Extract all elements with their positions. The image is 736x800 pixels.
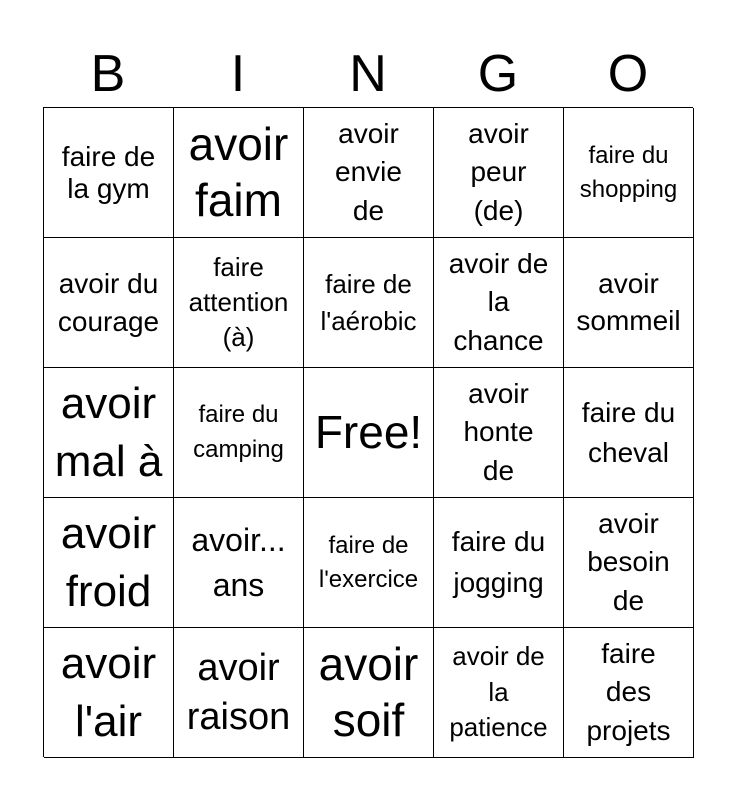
bingo-cell-r5-c4[interactable] <box>434 628 564 758</box>
cell-text: avoir de la chance <box>448 247 549 356</box>
bingo-cell-r4-c5[interactable] <box>564 498 694 628</box>
bingo-cell-r4-c1[interactable] <box>44 498 174 628</box>
bingo-cell-r2-c5[interactable] <box>564 238 694 368</box>
cell-text: avoir raison <box>186 646 291 738</box>
bingo-cell-r5-c1[interactable] <box>44 628 174 758</box>
cell-text: avoir mal à <box>54 379 163 486</box>
bingo-cell-r3-c5[interactable] <box>564 368 694 498</box>
bingo-cell-r3-c1[interactable] <box>44 368 174 498</box>
bingo-cell-r2-c3[interactable] <box>304 238 434 368</box>
cell-text: faire attention (à) <box>188 251 289 353</box>
bingo-cell-r4-c2[interactable] <box>174 498 304 628</box>
cell-text: faire des projets <box>586 637 671 746</box>
cell-text: avoir sommeil <box>576 268 681 336</box>
cell-text: faire de la gym <box>61 141 156 204</box>
bingo-cell-r2-c2[interactable] <box>174 238 304 368</box>
bingo-cell-r1-c3[interactable] <box>304 108 434 238</box>
bingo-cell-r1-c2[interactable] <box>174 108 304 238</box>
cell-text: avoir soif <box>318 638 419 746</box>
cell-text: avoir peur (de) <box>468 117 529 226</box>
bingo-cell-r5-c3[interactable] <box>304 628 434 758</box>
cell-text: faire du shopping <box>579 141 678 203</box>
bingo-cell-r4-c4[interactable] <box>434 498 564 628</box>
bingo-grid <box>43 107 693 757</box>
cell-text: avoir de la patience <box>449 641 548 743</box>
cell-text: avoir froid <box>60 509 157 616</box>
bingo-cell-r5-c5[interactable] <box>564 628 694 758</box>
header-letter-o: O <box>607 45 649 103</box>
header-letter-g: G <box>477 45 519 103</box>
cell-text: avoir l'air <box>60 639 157 746</box>
bingo-cell-r1-c5[interactable] <box>564 108 694 238</box>
free-space-text: Free! <box>314 405 423 458</box>
cell-text: faire du jogging <box>451 525 546 598</box>
bingo-cell-r5-c2[interactable] <box>174 628 304 758</box>
cell-text: avoir besoin de <box>587 507 670 616</box>
bingo-cell-r4-c3[interactable] <box>304 498 434 628</box>
bingo-cell-r2-c1[interactable] <box>44 238 174 368</box>
header-letter-b: B <box>90 45 126 103</box>
cell-text: avoir faim <box>188 118 289 226</box>
cell-text: faire du camping <box>193 400 284 463</box>
bingo-cell-r3-c4[interactable] <box>434 368 564 498</box>
header-letter-n: N <box>349 45 387 103</box>
cell-text: faire de l'exercice <box>318 531 419 593</box>
bingo-cell-r1-c1[interactable] <box>44 108 174 238</box>
cell-text: avoir... ans <box>191 521 286 603</box>
cell-text: avoir du courage <box>57 267 160 337</box>
bingo-cell-r1-c4[interactable] <box>434 108 564 238</box>
bingo-header <box>43 40 693 108</box>
cell-text: faire de l'aérobic <box>320 269 417 336</box>
free-space-cell[interactable] <box>304 368 434 498</box>
header-letter-i: I <box>230 45 246 103</box>
bingo-cell-r3-c2[interactable] <box>174 368 304 498</box>
cell-text: faire du cheval <box>581 397 676 468</box>
cell-text: avoir envie de <box>335 117 402 226</box>
bingo-cell-r2-c4[interactable] <box>434 238 564 368</box>
cell-text: avoir honte de <box>463 377 534 486</box>
